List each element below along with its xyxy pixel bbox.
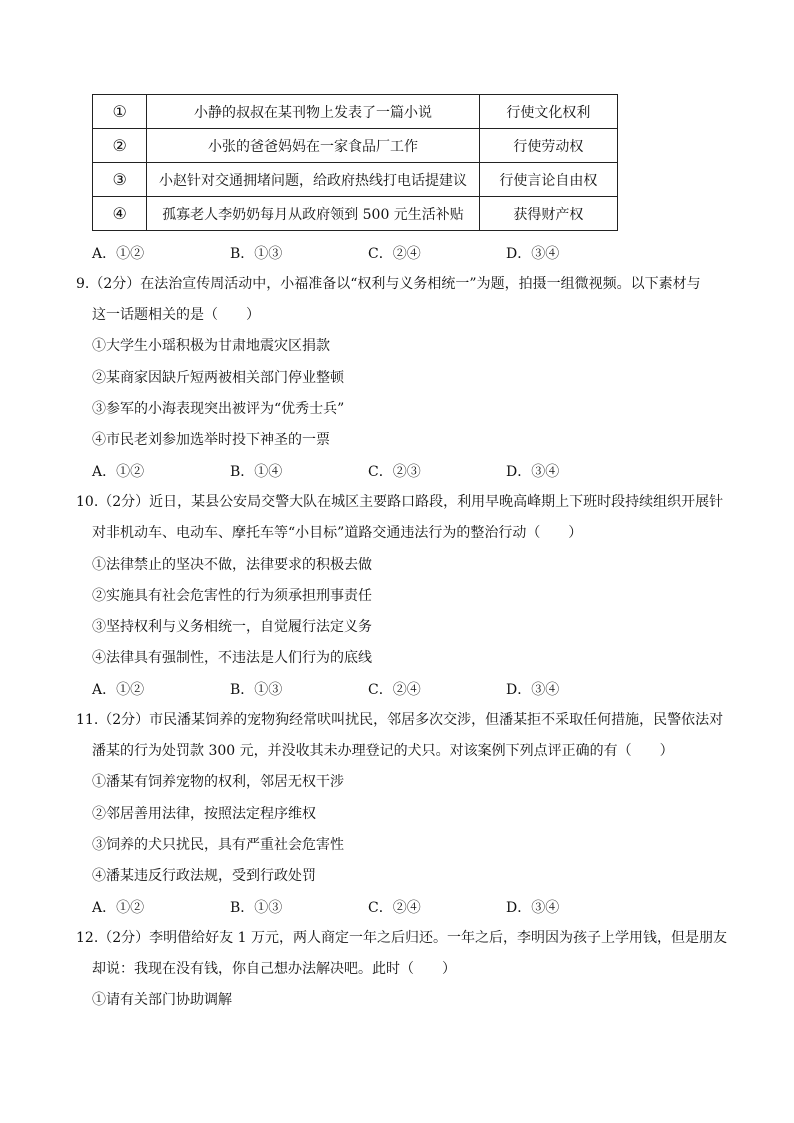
q10-statement-4: ④法律具有强制性，不违法是人们行为的底线 <box>92 650 372 666</box>
option-b[interactable]: B．①③ <box>230 682 283 698</box>
row-right: 行使言论自由权 <box>479 163 617 197</box>
option-a[interactable]: A．①② <box>92 464 145 480</box>
q8-options <box>92 242 652 264</box>
option-b[interactable]: B．①④ <box>230 464 283 480</box>
option-c[interactable]: C．②④ <box>368 246 421 262</box>
q11-stem-line2: 潘某的行为处罚款 300 元，并没收其未办理登记的犬只。对该案例下列点评正确的有（ ） <box>92 743 674 759</box>
q11-stem-line1: 11.（2分）市民潘某饲养的宠物狗经常吠叫扰民，邻居多次交涉，但潘某拒不采取任何措施，民警依法对 <box>76 712 724 728</box>
q12-statement-1: ①请有关部门协助调解 <box>92 992 232 1008</box>
row-description: 小张的爸爸妈妈在一家食品厂工作 <box>147 129 480 163</box>
q9-stem-line1: 9.（2分）在法治宣传周活动中，小福准备以“权利与义务相统一”为题，拍摄一组微视频。以下素材与 <box>76 276 701 292</box>
q9-statement-2: ②某商家因缺斤短两被相关部门停业整顿 <box>92 370 344 386</box>
option-d[interactable]: D．③④ <box>506 682 560 698</box>
q12-stem-line1: 12.（2分）李明借给好友 1 万元，两人商定一年之后归还。一年之后，李明因为孩子上学用钱，但是朋友 <box>76 930 727 946</box>
row-number: ③ <box>93 163 147 197</box>
q10-stem-line1: 10.（2分）近日，某县公安局交警大队在城区主要路口路段，利用早晚高峰期上下班时段持续组织开展针 <box>76 494 724 510</box>
q11-options <box>92 896 652 918</box>
row-right: 行使劳动权 <box>479 129 617 163</box>
option-d[interactable]: D．③④ <box>506 464 560 480</box>
q11-statement-2: ②邻居善用法律，按照法定程序维权 <box>92 806 316 822</box>
q10-statement-3: ③坚持权利与义务相统一，自觉履行法定义务 <box>92 619 372 635</box>
row-right: 行使文化权利 <box>479 95 617 129</box>
option-c[interactable]: C．②③ <box>368 464 421 480</box>
table-row <box>93 95 618 129</box>
row-description: 小赵针对交通拥堵问题，给政府热线打电话提建议 <box>147 163 480 197</box>
q9-statement-3: ③参军的小海表现突出被评为“优秀士兵” <box>92 401 345 417</box>
q10-options <box>92 678 652 700</box>
row-right: 获得财产权 <box>479 197 617 231</box>
q9-options <box>92 460 652 482</box>
row-description: 小静的叔叔在某刊物上发表了一篇小说 <box>147 95 480 129</box>
option-a[interactable]: A．①② <box>92 900 145 916</box>
q11-statement-3: ③饲养的犬只扰民，具有严重社会危害性 <box>92 837 344 853</box>
q12-stem-line2: 却说：我现在没有钱，你自己想办法解决吧。此时（ ） <box>92 961 456 977</box>
q9-statement-1: ①大学生小瑶积极为甘肃地震灾区捐款 <box>92 338 330 354</box>
option-d[interactable]: D．③④ <box>506 246 560 262</box>
q10-statement-1: ①法律禁止的坚决不做，法律要求的积极去做 <box>92 557 372 573</box>
table-row <box>93 129 618 163</box>
row-number: ④ <box>93 197 147 231</box>
option-c[interactable]: C．②④ <box>368 682 421 698</box>
option-d[interactable]: D．③④ <box>506 900 560 916</box>
row-number: ① <box>93 95 147 129</box>
rights-table <box>92 94 618 231</box>
q10-stem-line2: 对非机动车、电动车、摩托车等“小目标”道路交通违法行为的整治行动（ ） <box>92 525 583 541</box>
table-row <box>93 197 618 231</box>
row-number: ② <box>93 129 147 163</box>
q9-stem-line2: 这一话题相关的是（ ） <box>92 307 260 323</box>
q11-statement-4: ④潘某违反行政法规，受到行政处罚 <box>92 868 316 884</box>
option-c[interactable]: C．②④ <box>368 900 421 916</box>
q9-statement-4: ④市民老刘参加选举时投下神圣的一票 <box>92 432 330 448</box>
option-a[interactable]: A．①② <box>92 246 145 262</box>
option-a[interactable]: A．①② <box>92 682 145 698</box>
option-b[interactable]: B．①③ <box>230 246 283 262</box>
q10-statement-2: ②实施具有社会危害性的行为须承担刑事责任 <box>92 588 372 604</box>
q11-statement-1: ①潘某有饲养宠物的权利，邻居无权干涉 <box>92 774 344 790</box>
table-row <box>93 163 618 197</box>
option-b[interactable]: B．①③ <box>230 900 283 916</box>
row-description: 孤寡老人李奶奶每月从政府领到 500 元生活补贴 <box>147 197 480 231</box>
